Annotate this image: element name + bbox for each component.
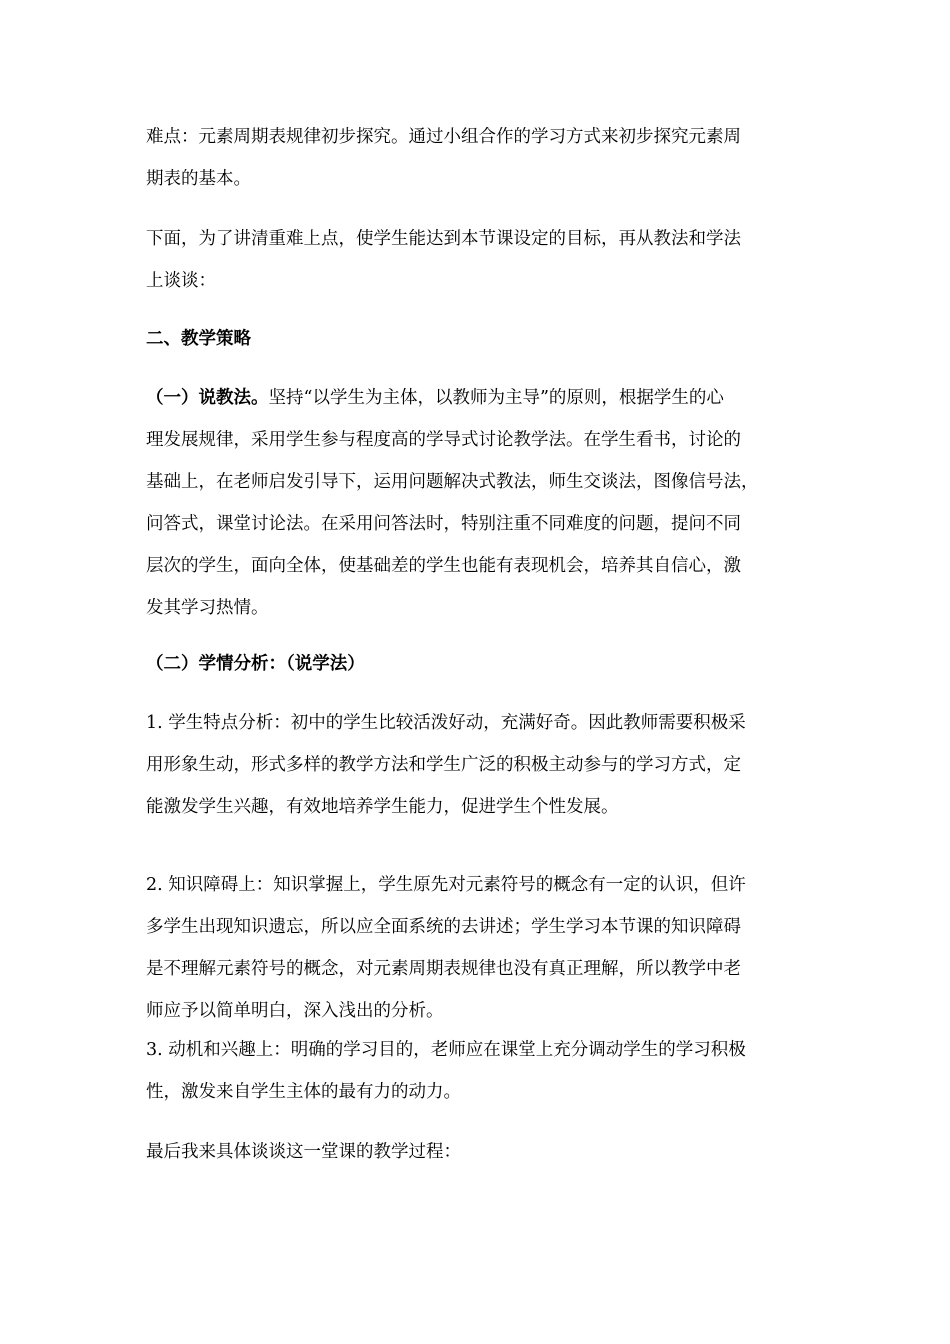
point-paragraph [146, 702, 806, 828]
difficulty-paragraph [146, 116, 806, 200]
text-line: 用形象生动，形式多样的教学方法和学生广泛的积极主动参与的学习方式，定 [146, 755, 741, 775]
text-line: 上谈谈： [146, 271, 216, 291]
text-line: 性，激发来自学生主体的最有力的动力。 [146, 1082, 461, 1102]
text-line: 理发展规律，采用学生参与程度高的学导式讨论教学法。在学生看书，讨论的 [146, 430, 741, 450]
teaching-method-intro: 坚持“以学生为主体，以教师为主导”的原则，根据学生的心 [268, 388, 724, 408]
text-line: 1. 学生特点分析：初中的学生比较活泼好动，充满好奇。因此教师需要积极采 [146, 713, 746, 733]
text-line: 发其学习热情。 [146, 598, 269, 618]
section-heading: 二、教学策略 [146, 329, 251, 349]
text-line: 3. 动机和兴趣上：明确的学习目的，老师应在课堂上充分调动学生的学习积极 [146, 1040, 746, 1060]
text-line: 问答式，课堂讨论法。在采用问答法时，特别注重不同难度的问题，提问不同 [146, 514, 741, 534]
text-line: 难点：元素周期表规律初步探究。通过小组合作的学习方式来初步探究元素周 [146, 127, 741, 147]
point-paragraph [146, 864, 806, 1032]
transition-paragraph [146, 218, 806, 302]
teaching-method-paragraph [146, 377, 806, 629]
closing-paragraph [146, 1131, 806, 1173]
teaching-method-label: （一）说教法。 [146, 388, 269, 408]
text-line: 下面，为了讲清重难上点，使学生能达到本节课设定的目标，再从教法和学法 [146, 229, 741, 249]
subsection-heading: （二）学情分析：（说学法） [146, 654, 365, 674]
text-line: 最后我来具体谈谈这一堂课的教学过程： [146, 1142, 461, 1162]
text-line: 多学生出现知识遗忘，所以应全面系统的去讲述；学生学习本节课的知识障碍 [146, 917, 741, 937]
text-line [146, 377, 806, 419]
text-line: 能激发学生兴趣，有效地培养学生能力，促进学生个性发展。 [146, 797, 619, 817]
text-line: 师应予以简单明白，深入浅出的分析。 [146, 1001, 444, 1021]
text-line: 层次的学生，面向全体，使基础差的学生也能有表现机会，培养其自信心，激 [146, 556, 741, 576]
point-paragraph [146, 1029, 806, 1113]
text-line: 是不理解元素符号的概念，对元素周期表规律也没有真正理解，所以教学中老 [146, 959, 741, 979]
text-line: 2. 知识障碍上：知识掌握上，学生原先对元素符号的概念有一定的认识，但许 [146, 875, 746, 895]
text-line: 基础上，在老师启发引导下，运用问题解决式教法，师生交谈法，图像信号法， [146, 472, 759, 492]
text-line: 期表的基本。 [146, 169, 251, 189]
